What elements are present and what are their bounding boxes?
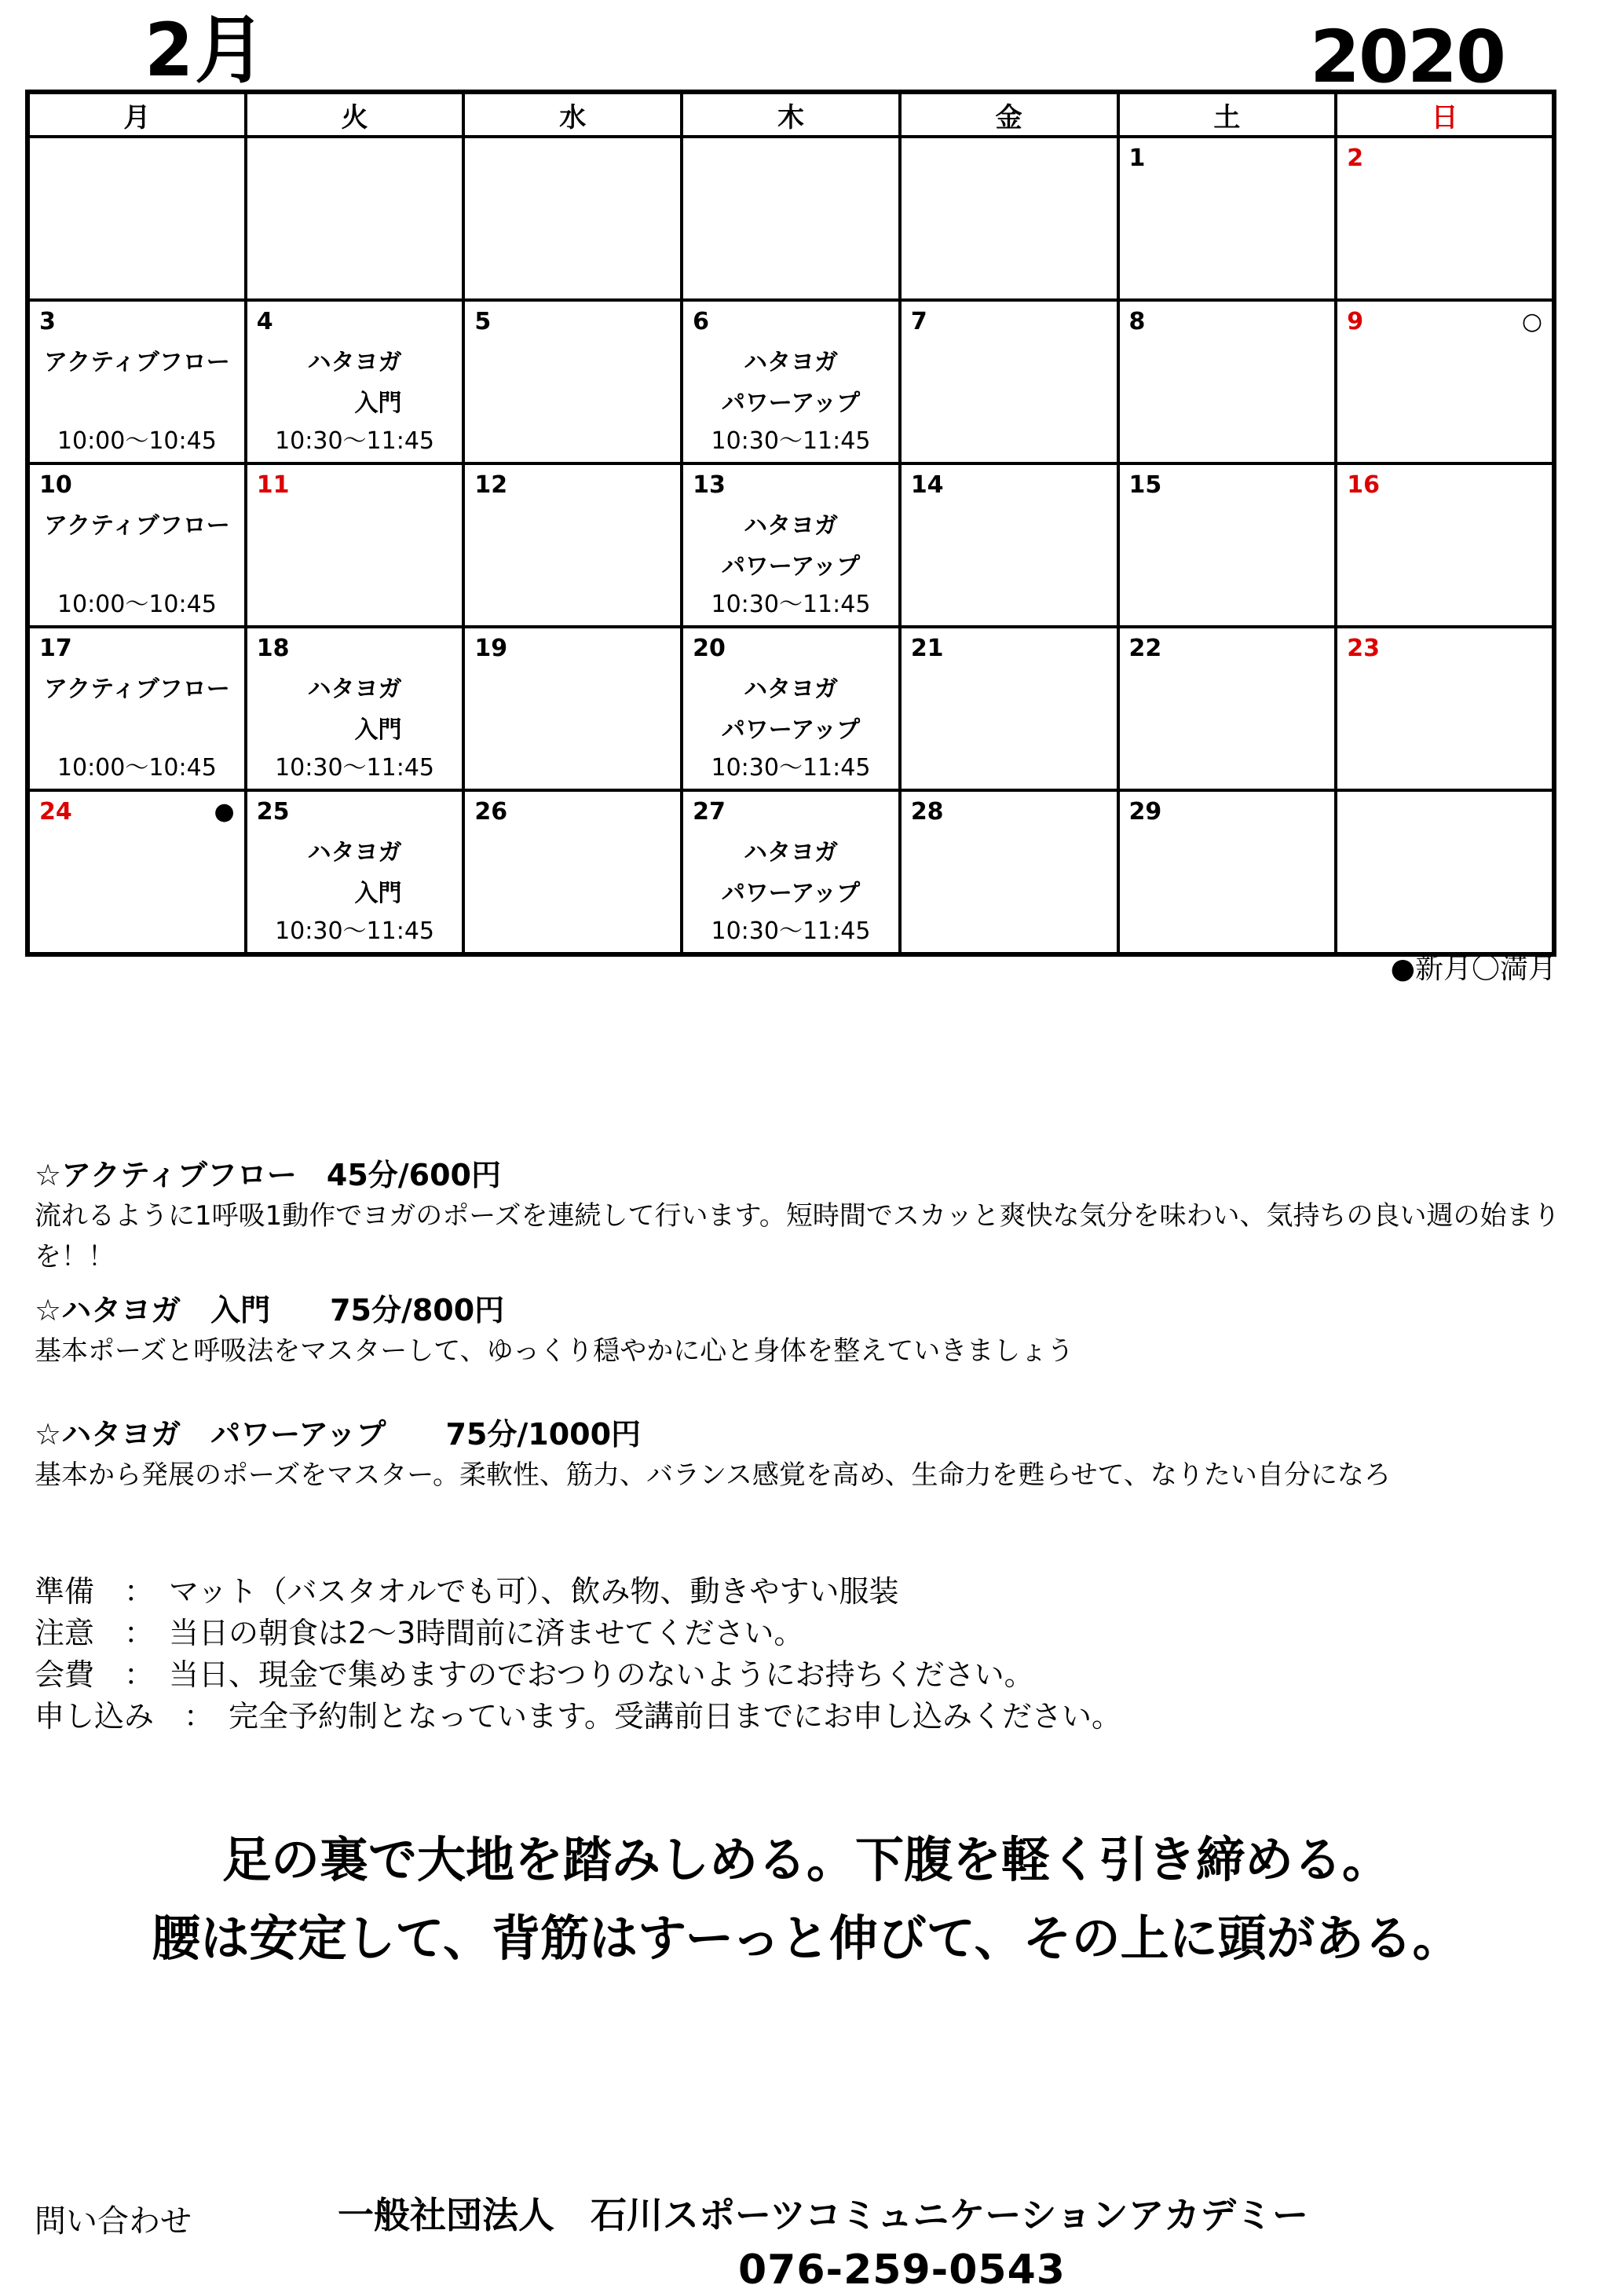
day-number: 26 [474, 798, 508, 826]
calendar-day-cell [246, 627, 464, 790]
calendar-week-row [27, 463, 1554, 627]
class-time: 10:30～11:45 [711, 427, 871, 455]
day-number: 19 [474, 635, 508, 662]
day-number: 12 [474, 471, 508, 499]
class-name [247, 342, 463, 424]
day-number: 23 [1347, 635, 1380, 662]
class-name [683, 342, 898, 424]
day-number: 11 [256, 471, 290, 499]
calendar-week-row [27, 627, 1554, 790]
motto-line-1: 足の裏で大地を踏みしめる。下腹を軽く引き締める。 [221, 1831, 1391, 1888]
course-desc-active-flow: 流れるように1呼吸1動作でヨガのポーズを連続して行います。短時間でスカッと爽快な気分を味わい、気持ちの良い週の始まりを！！ [35, 1200, 1560, 1273]
calendar-day-cell [246, 300, 464, 463]
calendar-day-cell [246, 463, 464, 627]
course-title-active-flow: ☆アクティブフロー 45分/600円 [35, 1158, 501, 1192]
calendar-day-cell [682, 463, 900, 627]
info-fee: 会費 ： 当日、現金で集めますのでおつりのないようにお持ちください。 [35, 1657, 1034, 1692]
class-time: 10:00～10:45 [57, 754, 217, 782]
class-name-line2: パワーアップ [721, 880, 861, 907]
day-number: 29 [1128, 798, 1162, 826]
weekday-mon: 月 [27, 92, 246, 137]
month-title: 2月 [144, 8, 267, 93]
calendar-day-cell [463, 627, 682, 790]
class-time: 10:30～11:45 [711, 591, 871, 618]
day-number: 6 [693, 308, 709, 335]
class-name [683, 833, 898, 914]
class-time: 10:00～10:45 [57, 427, 217, 455]
day-number: 1 [1128, 145, 1146, 172]
class-time: 10:30～11:45 [275, 917, 435, 945]
class-name-line1: ハタヨガ [307, 349, 402, 376]
class-name [247, 669, 463, 751]
calendar-day-cell [463, 790, 682, 954]
calendar-day-cell [682, 790, 900, 954]
class-time: 10:30～11:45 [275, 754, 435, 782]
calendar-day-cell [1336, 137, 1554, 300]
info-preparation: 準備 ： マット（バスタオルでも可）、飲み物、動きやすい服装 [35, 1574, 899, 1609]
day-number: 10 [39, 471, 72, 499]
contact-label: 問い合わせ [35, 2203, 192, 2239]
calendar-week-row [27, 300, 1554, 463]
new-moon-icon: ● [214, 798, 235, 826]
calendar-day-cell [27, 627, 246, 790]
organization-name: 一般社団法人 石川スポーツコミュニケーションアカデミー [338, 2194, 1309, 2236]
class-name [30, 669, 244, 710]
calendar-day-cell [246, 790, 464, 954]
calendar-day-cell [682, 627, 900, 790]
motto-line-2: 腰は安定して、背筋はすーっと伸びて、その上に頭がある。 [152, 1910, 1461, 1967]
info-application: 申し込み ： 完全予約制となっています。受講前日までにお申し込みください。 [35, 1699, 1121, 1734]
class-name-line1: ハタヨガ [307, 839, 402, 866]
day-number: 9 [1347, 308, 1364, 335]
day-number: 27 [693, 798, 726, 826]
course-desc-hatha-intro: 基本ポーズと呼吸法をマスターして、ゆっくり穏やかに心と身体を整えていきましょう [35, 1335, 1074, 1367]
day-number: 20 [693, 635, 726, 662]
day-number: 21 [910, 635, 944, 662]
weekday-wed: 水 [463, 92, 682, 137]
class-name-line1: ハタヨガ [743, 512, 838, 540]
calendar-day-cell [1336, 627, 1554, 790]
day-number: 14 [910, 471, 944, 499]
calendar-day-cell [1118, 463, 1337, 627]
calendar-day-cell [27, 463, 246, 627]
day-number: 17 [39, 635, 72, 662]
day-number: 24 [39, 798, 72, 826]
year-title: 2020 [1310, 15, 1505, 99]
class-name-line2: パワーアップ [721, 553, 861, 580]
day-number: 22 [1128, 635, 1162, 662]
full-moon-icon: ○ [1521, 308, 1542, 335]
course-title-hatha-powerup: ☆ハタヨガ パワーアップ 75分/1000円 [35, 1417, 642, 1452]
info-block [35, 1571, 1121, 1738]
calendar-day-cell [1118, 137, 1337, 300]
class-time: 10:30～11:45 [275, 427, 435, 455]
class-name-line2: 入門 [354, 716, 402, 744]
class-name-line1: アクティブフロー [44, 676, 230, 703]
calendar-day-cell [1118, 790, 1337, 954]
calendar-grid [25, 90, 1556, 957]
weekday-fri: 金 [900, 92, 1118, 137]
moon-legend: ●新月〇満月 [1390, 953, 1556, 985]
calendar-day-cell [246, 137, 464, 300]
day-number: 7 [910, 308, 927, 335]
calendar-day-cell [1336, 300, 1554, 463]
calendar-day-cell [1336, 463, 1554, 627]
weekday-tue: 火 [246, 92, 464, 137]
day-number: 13 [693, 471, 726, 499]
day-number: 8 [1128, 308, 1146, 335]
calendar-day-cell [900, 627, 1118, 790]
calendar-day-cell [27, 790, 246, 954]
calendar-day-cell [1118, 627, 1337, 790]
class-name-line1: ハタヨガ [743, 839, 838, 866]
calendar-day-cell [463, 463, 682, 627]
weekday-sat: 土 [1118, 92, 1337, 137]
info-notice: 注意 ： 当日の朝食は2～3時間前に済ませてください。 [35, 1616, 804, 1650]
calendar-day-cell [1336, 790, 1554, 954]
class-name [683, 669, 898, 751]
class-name-line1: アクティブフロー [44, 512, 230, 540]
class-time: 10:30～11:45 [711, 754, 871, 782]
phone-number[interactable]: 076-259-0543 [738, 2247, 1066, 2294]
day-number: 25 [256, 798, 290, 826]
weekday-header-row [27, 92, 1554, 137]
calendar-day-cell [900, 137, 1118, 300]
calendar-day-cell [27, 300, 246, 463]
day-number: 5 [474, 308, 492, 335]
course-title-hatha-intro: ☆ハタヨガ 入門 75分/800円 [35, 1293, 505, 1327]
class-time: 10:00～10:45 [57, 591, 217, 618]
day-number: 18 [256, 635, 290, 662]
calendar-day-cell [900, 790, 1118, 954]
calendar-week-row [27, 137, 1554, 300]
class-name-line1: アクティブフロー [44, 349, 230, 376]
day-number: 3 [39, 308, 56, 335]
calendar-day-cell [463, 137, 682, 300]
day-number: 28 [910, 798, 944, 826]
calendar-day-cell [900, 300, 1118, 463]
class-name [30, 342, 244, 383]
calendar-day-cell [27, 137, 246, 300]
class-name-line2: パワーアップ [721, 390, 861, 417]
weekday-thu: 木 [682, 92, 900, 137]
calendar-day-cell [463, 300, 682, 463]
class-name-line1: ハタヨガ [307, 676, 402, 703]
class-name-line2: 入門 [354, 880, 402, 907]
weekday-sun: 日 [1336, 92, 1554, 137]
calendar-day-cell [682, 137, 900, 300]
class-name-line2: パワーアップ [721, 716, 861, 744]
calendar-week-row [27, 790, 1554, 954]
class-name [683, 506, 898, 588]
calendar-day-cell [1118, 300, 1337, 463]
calendar-day-cell [900, 463, 1118, 627]
course-desc-hatha-powerup: 基本から発展のポーズをマスター。柔軟性、筋力、バランス感覚を高め、生命力を甦らせて、なりたい自分になろ [35, 1459, 1391, 1491]
class-time: 10:30～11:45 [711, 917, 871, 945]
class-name [247, 833, 463, 914]
day-number: 2 [1347, 145, 1364, 172]
class-name-line2: 入門 [354, 390, 402, 417]
class-name [30, 506, 244, 547]
class-name-line1: ハタヨガ [743, 676, 838, 703]
day-number: 16 [1347, 471, 1380, 499]
class-name-line1: ハタヨガ [743, 349, 838, 376]
day-number: 15 [1128, 471, 1162, 499]
day-number: 4 [256, 308, 273, 335]
calendar-day-cell [682, 300, 900, 463]
